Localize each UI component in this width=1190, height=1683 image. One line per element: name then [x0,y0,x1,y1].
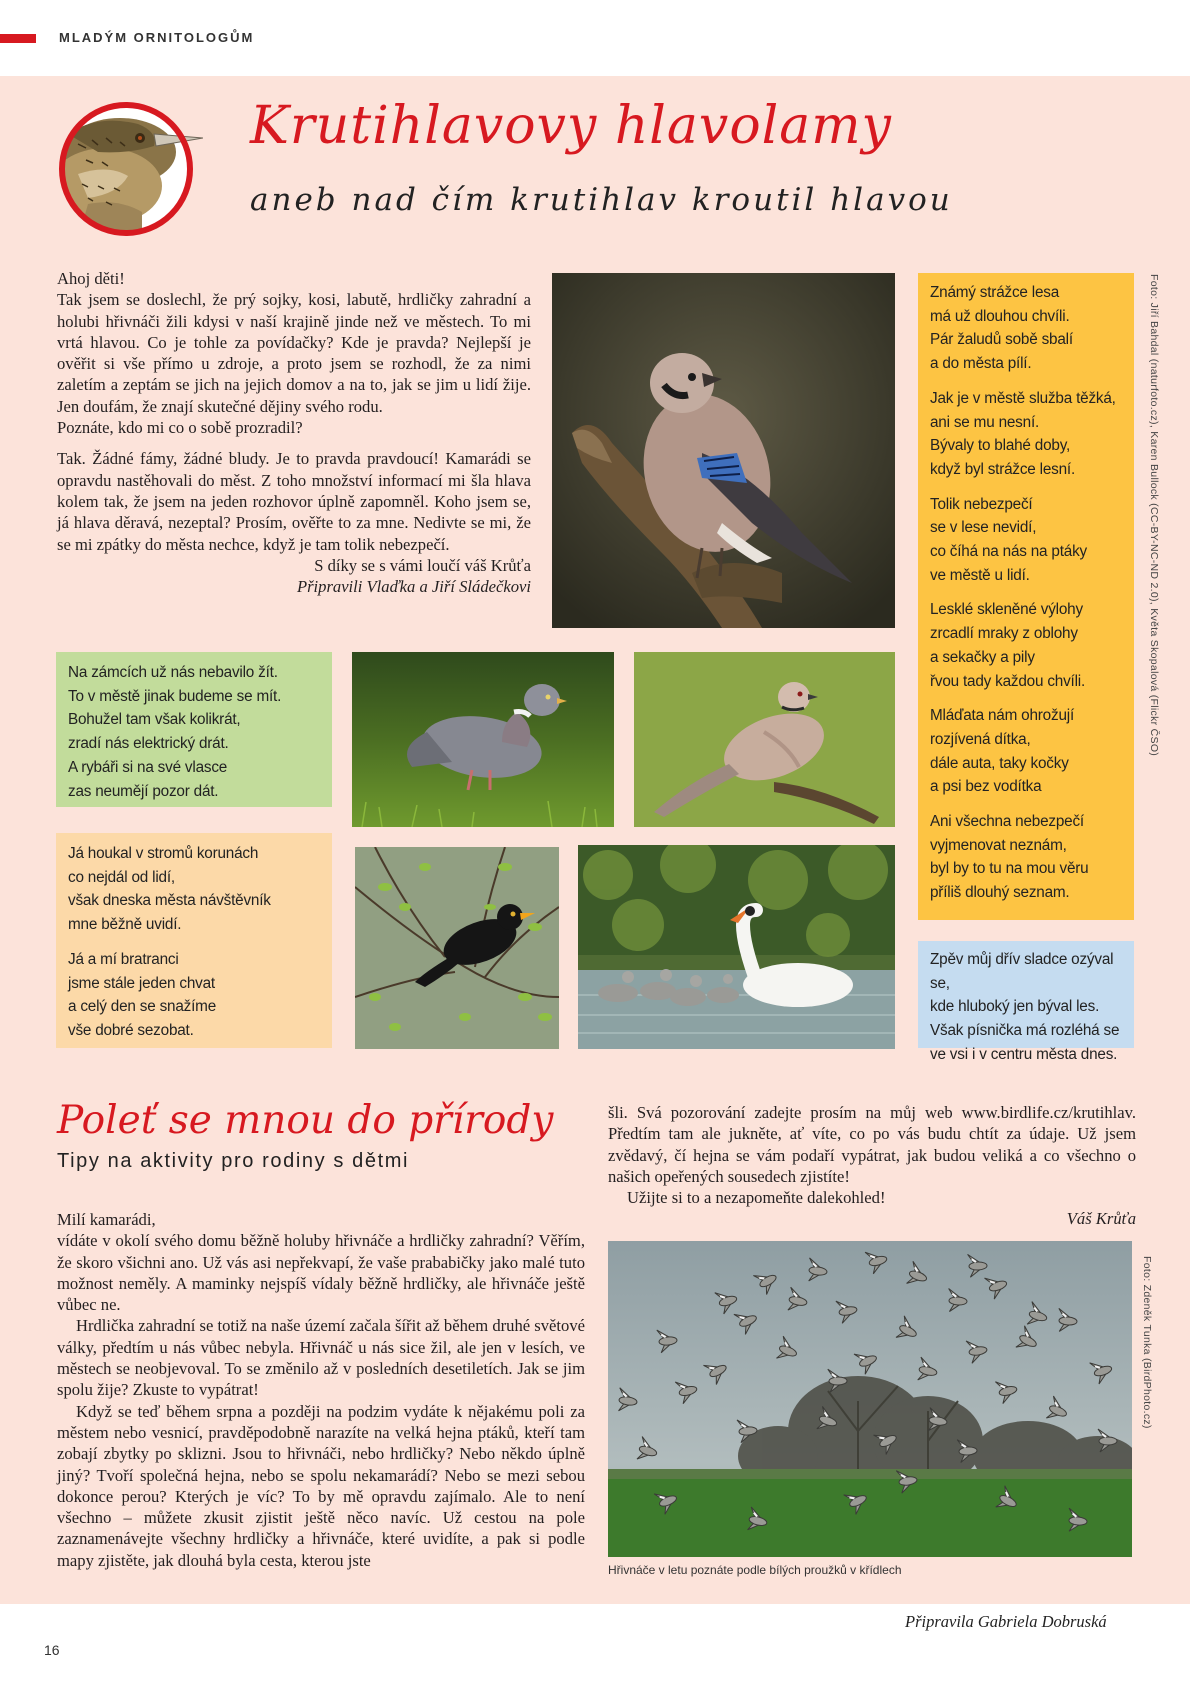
intro-signature: S díky se s vámi loučí váš Krůťa [314,555,531,575]
verse-line: a celý den se snažíme [68,998,216,1016]
verse-stanza [930,387,1134,482]
article-title: Krutihlavovy hlavolamy [250,96,892,156]
verse-line: ve městě u lidí. [930,566,1030,584]
verse-line: Bývaly to blahé doby, [930,437,1071,455]
verse-stanza [930,281,1134,376]
intro-text [57,268,531,597]
verse-line: ani se mu nesní. [930,413,1040,431]
verse-line: kde hluboký jen býval les. [930,998,1100,1016]
verse-stanza [930,704,1134,799]
verse-line: však dneska města návštěvník [68,892,271,910]
verse-line: jsme stále jeden chvat [68,974,215,992]
verse-box-jay [918,273,1134,920]
verse-stanza [930,948,1134,1067]
verse-stanza [68,948,332,1043]
tips-paragraph-2: Hrdlička zahradní se totiž na naše území začala šířit až během druhé světové války, předtím u nás vůbec nebyla. Hřivnáč u nás sice žil, ale jen v lesích, ve městech se neobjevoval. To se změnilo až v posledních desetiletích. Jak se jim spolu žije? Zkuste to vypátrat! [57,1316,585,1400]
verse-line: a sekačky a pily [930,648,1035,666]
article-subtitle: aneb nad čím krutihlav kroutil hlavou [250,182,953,218]
verse-line: To v městě jinak budeme se mít. [68,687,282,705]
verse-line: Jak je v městě služba těžká, [930,389,1116,407]
verse-line: a psi bez vodítka [930,778,1042,796]
verse-line: řvou tady každou chvíli. [930,672,1086,690]
tips-paragraph-3-continued: šli. Svá pozorování zadejte prosím na můj web www.birdlife.cz/krutihlav. Předtím tam ale jukněte, ať víte, co po vás budu chtít za údaje. Už jsem zvědavý, čí hejna se vám podaří vypátrat, jak budou veliká a co všechno o našich opeřených sousedech zjistíte! [608,1103,1136,1186]
verse-line: Pár žaludů sobě sbalí [930,331,1073,349]
swan-photo [578,845,895,1049]
verse-line: Lesklé skleněné výlohy [930,601,1083,619]
intro-authors: Připravili Vlaďka a Jiří Sládečkovi [296,577,531,597]
verse-line: byl by to tu na mou věru [930,860,1089,878]
verse-line: co číhá na nás na ptáky [930,543,1087,561]
tips-column-right [608,1102,1136,1230]
verse-line: Já houkal v stromů korunách [68,845,259,862]
verse-line: příliš dlouhý seznam. [930,884,1070,902]
verse-line: vše dobré sezobat. [68,1021,194,1039]
verse-line: dále auta, taky kočky [930,754,1069,772]
verse-stanza [930,493,1134,588]
verse-line: ve vsi i v centru města dnes. [930,1045,1118,1063]
intro-question: Poznáte, kdo mi co o sobě prozradil? [57,418,303,438]
tips-title: Poleť se mnou do přírody [57,1098,554,1143]
tips-paragraph-4: Užijte si to a nezapomeňte dalekohled! [627,1188,886,1208]
verse-line: co nejdál od lidí, [68,868,175,886]
tips-author: Připravila Gabriela Dobruská [905,1612,1107,1631]
tips-paragraph-1: vídáte v okolí svého domu běžně holuby hřivnáče a hrdličky zahradní? Věřím, že skoro všichni ano. Už vás asi nepřekvapí, že vaše prababičky jako malé tuto možnost neměly. A maminky nejspíš vídaly běžně hrdličky, ale hřivnáče ještě vůbec ne. [57,1231,585,1315]
verse-box-pigeon [56,652,332,807]
tips-signature: Váš Krůťa [1066,1209,1136,1229]
verse-line: když byl strážce lesní. [930,460,1076,478]
intro-paragraph-2: Tak. Žádné fámy, žádné bludy. Je to pravda pravdoucí! Kamarádi se opravdu nastěhovali do měst. Z toho množství informací mi šla hlava kolem tak, že jsem na jeden rozhovor úplně zapomněl. Koho jsem se, já hlava děravá, nezeptal? Prosím, ověřte to za mne. Nedivte se mi, že se mi zpátky do města nechce, když je tam tolik nebezpečí. [57,449,531,554]
verse-line: zas neumějí pozor dát. [68,782,219,800]
verse-line: má už dlouhou chvíli. [930,307,1070,325]
verse-line: Na zámcích už nás nebavilo žít. [68,664,278,681]
verse-line: rozjívená dítka, [930,730,1031,748]
page-number: 16 [44,1642,60,1658]
photo-credit: Foto: Jiří Bahdal (naturfoto.cz), Karen Bullock (CC-BY-NC-ND 2.0), Květa Skopalová (Flickr ČSO) [1148,274,1160,757]
verse-stanza [930,598,1134,693]
verse-line: zradí nás elektrický drát. [68,735,229,753]
verse-line: Však písnička má rozléhá se [930,1022,1120,1040]
verse-line: zrcadlí mraky z oblohy [930,625,1078,643]
verse-line: Já a mí bratranci [68,950,179,968]
verse-box-blackbird-song [918,941,1134,1063]
tips-subtitle: Tipy na aktivity pro rodiny s dětmi [57,1150,410,1172]
collared-dove-photo [634,652,895,827]
verse-line: Bohužel tam však kolikrát, [68,711,241,729]
section-marker [0,34,36,43]
verse-stanza [68,661,332,803]
verse-box-blackbird [56,833,332,1048]
verse-stanza [68,842,332,937]
verse-line: se v lese nevidí, [930,519,1037,537]
verse-line: Ani všechna nebezpečí [930,813,1084,831]
flock-photo-credit: Foto: Zdeněk Tunka (BirdPhoto.cz) [1141,1256,1153,1429]
verse-line: A rybáři si na své vlasce [68,758,228,776]
intro-greeting: Ahoj děti! [57,269,125,288]
wood-pigeon-photo [352,652,614,827]
verse-line: a do města pílí. [930,355,1032,373]
tips-greeting: Milí kamarádi, [57,1210,156,1229]
intro-paragraph: Tak jsem se doslechl, že prý sojky, kosi, labutě, hrdličky zahradní a holubi hřivnáči žili kdysi v naší krajině jinde než ve městech. To mi vrtá hlavou. Co je tohle za povídačky? Kde je pravda? Nejlepší je ověřit si vše přímo u zdroje, a proto jsem se rozhodl, že za nimi zaletím a zeptám se jich na jejich domov a na to, jak se jim u lidí žije. Jen doufám, že znají skutečné dějiny svého rodu. [57,290,531,416]
verse-line: Známý strážce lesa [930,284,1060,301]
verse-stanza [930,810,1134,905]
verse-line: mne běžně uvidí. [68,916,182,934]
section-label: MLADÝM ORNITOLOGŮM [59,30,255,45]
blackbird-photo [355,847,559,1049]
verse-line: Mláďata nám ohrožují [930,707,1074,725]
flock-photo [608,1241,1132,1557]
flock-photo-caption: Hřivnáče v letu poznáte podle bílých proužků v křídlech [608,1563,902,1577]
verse-line: vyjmenovat neznám, [930,836,1067,854]
tips-column-left [57,1209,585,1571]
wryneck-logo [58,94,203,239]
verse-line: Tolik nebezpečí [930,495,1033,513]
tips-paragraph-3: Když se teď během srpna a později na podzim vydáte k nějakému poli za městem nebo vesnicí, pravděpodobně narazíte na velká hejna ptáků, kteří tam zobají zbytky po sklizni. Jsou to hřivnáči, nebo hrdličky? Nebo někdo úplně jiný? Tvoří společná hejna, nebo se spolu nekamarádí? Nebo se mezi sebou dokonce perou? Kterých je víc? To by mě opravdu zajímalo. Ale to není všechno – můžete zkusit zjistit ještě něco navíc. Už cestou na pole zaznamenávejte všechny hrdličky a hřivnáče, které uvidíte, a pak si podle mapy zjistěte, jak dlouhá byla cesta, kterou jste [57,1401,585,1570]
verse-line: Zpěv můj dřív sladce ozýval se, [930,951,1114,992]
jay-photo [552,273,895,628]
